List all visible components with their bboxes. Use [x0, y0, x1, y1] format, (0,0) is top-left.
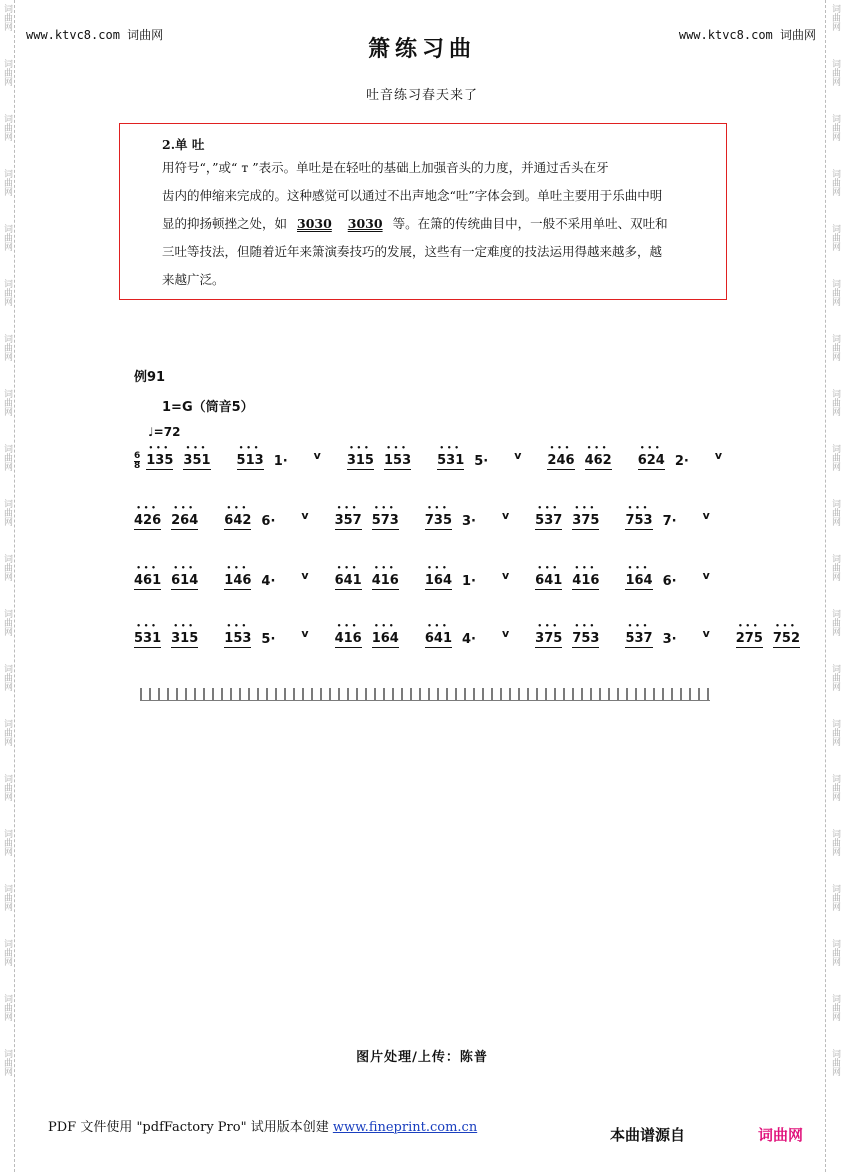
page-subtitle: 吐音练习春天来了 — [365, 88, 478, 103]
watermark-text: 词曲网 — [2, 554, 12, 581]
note-group: ••• 416 — [335, 631, 362, 648]
watermark-text: 词曲网 — [2, 719, 12, 746]
note-group: ••• 752 — [773, 631, 800, 648]
dotted-note: 4· — [261, 573, 276, 589]
watermark-text: 词曲网 — [2, 59, 12, 86]
note-line: 齿内的伸缩来完成的。这种感觉可以通过不出声地念“吐”字体会到。单吐主要用于乐曲中明 — [162, 188, 663, 203]
watermark-text: 词曲网 — [830, 444, 840, 471]
note-group: ••• 753 — [625, 513, 652, 530]
note-group: ••• 537 — [535, 513, 562, 530]
note-group: ••• 375 — [535, 631, 562, 648]
score-row — [134, 624, 801, 654]
fineprint-link[interactable]: www.fineprint.com.cn — [332, 1120, 478, 1135]
watermark-text: 词曲网 — [830, 554, 840, 581]
watermark-text: 词曲网 — [830, 774, 840, 801]
site-url-left: www.ktvc8.com 词曲网 — [26, 28, 164, 42]
note-line — [162, 210, 708, 238]
note-line: 三吐等技法，但随着近年来箫演奏技巧的发展，这些有一定难度的技法运用得越来越多，越 — [162, 244, 663, 259]
breath-mark: v — [301, 626, 309, 640]
breath-mark: v — [501, 568, 510, 582]
score-row — [134, 506, 712, 536]
watermark-text: 词曲网 — [830, 829, 840, 856]
note-group: ••• 462 — [585, 453, 612, 470]
note-group: ••• 573 — [372, 513, 399, 530]
note-group: ••• 461 — [134, 573, 161, 590]
breath-mark: v — [714, 448, 722, 462]
watermark-text: 词曲网 — [830, 279, 840, 306]
note-group: ••• 531 — [437, 453, 464, 470]
note-group: ••• 735 — [425, 513, 452, 530]
watermark-text: 词曲网 — [2, 4, 12, 31]
note-group: ••• 642 — [224, 513, 251, 530]
watermark-text: 词曲网 — [2, 994, 12, 1021]
watermark-text: 词曲网 — [2, 389, 12, 416]
note-group: ••• 146 — [224, 573, 251, 590]
score-row — [134, 446, 722, 476]
note-group: ••• 264 — [171, 513, 198, 530]
note-group: ••• 246 — [547, 453, 574, 470]
notation-example: 3030 — [297, 216, 332, 231]
dotted-note: 5· — [474, 453, 489, 469]
cropped-staff-row — [140, 688, 710, 701]
breath-mark: v — [301, 568, 309, 582]
dotted-note: 1· — [462, 573, 476, 589]
watermark-text: 词曲网 — [830, 169, 840, 196]
example-label: 例91 — [134, 370, 166, 385]
pdf-footer — [48, 1116, 477, 1135]
note-group: ••• 537 — [625, 631, 652, 648]
note-group: ••• 153 — [224, 631, 251, 648]
watermark-text: 词曲网 — [830, 334, 840, 361]
note-group: ••• 641 — [335, 573, 362, 590]
note-line: 来越广泛。 — [162, 272, 225, 287]
watermark-text: 词曲网 — [830, 664, 840, 691]
watermark-text: 词曲网 — [2, 444, 12, 471]
watermark-text: 词曲网 — [830, 719, 840, 746]
watermark-text: 词曲网 — [830, 59, 840, 86]
score-row — [134, 566, 712, 596]
watermark-text: 词曲网 — [830, 609, 840, 636]
dotted-note: 7· — [662, 513, 677, 529]
note-text: 等。在箫的传统曲目中，一般不采用单吐、双吐和 — [392, 216, 668, 231]
breath-mark: v — [501, 626, 510, 640]
watermark-text: 词曲网 — [2, 774, 12, 801]
source-label: 本曲谱源自 — [610, 1126, 686, 1144]
footer-text: PDF 文件使用 "pdfFactory Pro" 试用版本创建 — [48, 1120, 329, 1135]
note-group: ••• 375 — [572, 513, 599, 530]
watermark-text: 词曲网 — [830, 1049, 840, 1076]
note-group: ••• 426 — [134, 513, 161, 530]
watermark-text: 词曲网 — [830, 939, 840, 966]
breath-mark: v — [313, 448, 321, 462]
time-signature: 6 8 — [134, 450, 141, 471]
note-group: ••• 357 — [335, 513, 362, 530]
breath-mark: v — [702, 626, 710, 640]
site-url-right: www.ktvc8.com 词曲网 — [678, 28, 816, 42]
watermark-strip-left — [0, 0, 15, 1172]
upload-credit: 图片处理/上传：陈普 — [356, 1050, 488, 1065]
watermark-text: 词曲网 — [2, 169, 12, 196]
notation-example: 3030 — [347, 216, 383, 231]
dotted-note: 5· — [261, 631, 276, 647]
watermark-text: 词曲网 — [830, 4, 840, 31]
note-group: ••• 531 — [134, 631, 161, 648]
note-group: ••• 513 — [237, 453, 264, 470]
watermark-text: 词曲网 — [830, 114, 840, 141]
note-group: ••• 153 — [384, 453, 411, 470]
watermark-text: 词曲网 — [2, 939, 12, 966]
breath-mark: v — [702, 508, 710, 522]
note-group: ••• 315 — [171, 631, 198, 648]
note-group: ••• 416 — [372, 573, 399, 590]
note-group: ••• 135 — [146, 453, 173, 470]
note-group: ••• 315 — [347, 453, 374, 470]
dotted-note: 3· — [462, 513, 476, 529]
watermark-text: 词曲网 — [830, 994, 840, 1021]
dotted-note: 2· — [674, 453, 689, 469]
dotted-note: 6· — [662, 573, 677, 589]
note-heading: 2.单 吐 — [162, 137, 205, 152]
watermark-text: 词曲网 — [830, 224, 840, 251]
breath-mark: v — [501, 508, 510, 522]
watermark-text: 词曲网 — [830, 884, 840, 911]
breath-mark: v — [702, 568, 710, 582]
note-group: ••• 164 — [425, 573, 452, 590]
watermark-text: 词曲网 — [2, 609, 12, 636]
dotted-note: 6· — [261, 513, 276, 529]
watermark-text: 词曲网 — [2, 334, 12, 361]
key-signature: 1=G（筒音5） — [162, 400, 254, 415]
watermark-text: 词曲网 — [2, 664, 12, 691]
note-group: ••• 416 — [572, 573, 599, 590]
note-group: ••• 164 — [625, 573, 652, 590]
tempo-marking: ♩=72 — [148, 425, 181, 439]
watermark-text: 词曲网 — [2, 499, 12, 526]
note-group: ••• 624 — [638, 453, 665, 470]
breath-mark: v — [301, 508, 309, 522]
watermark-text: 词曲网 — [830, 389, 840, 416]
watermark-text: 词曲网 — [830, 499, 840, 526]
brand-logo: 词曲网 — [758, 1126, 804, 1144]
note-group: ••• 164 — [372, 631, 399, 648]
watermark-strip-right — [825, 0, 844, 1172]
note-group: ••• 275 — [736, 631, 763, 648]
note-group: ••• 614 — [171, 573, 198, 590]
page-title: 箫练习曲 — [367, 36, 476, 62]
watermark-text: 词曲网 — [2, 279, 12, 306]
note-text: 显的抑扬顿挫之处，如 — [162, 216, 288, 231]
watermark-text: 词曲网 — [2, 829, 12, 856]
technique-note-box — [119, 123, 727, 300]
breath-mark: v — [514, 448, 522, 462]
note-group: ••• 753 — [572, 631, 599, 648]
note-line: 用符号“，”或“ т ”表示。单吐是在轻吐的基础上加强音头的力度，并通过舌头在牙 — [162, 160, 609, 175]
watermark-text: 词曲网 — [2, 224, 12, 251]
watermark-text: 词曲网 — [2, 884, 12, 911]
note-group: ••• 351 — [183, 453, 210, 470]
watermark-text: 词曲网 — [2, 114, 12, 141]
note-group: ••• 641 — [425, 631, 452, 648]
note-group: ••• 641 — [535, 573, 562, 590]
watermark-text: 词曲网 — [2, 1049, 12, 1076]
dotted-note: 3· — [662, 631, 677, 647]
dotted-note: 4· — [462, 631, 476, 647]
dotted-note: 1· — [273, 453, 288, 469]
